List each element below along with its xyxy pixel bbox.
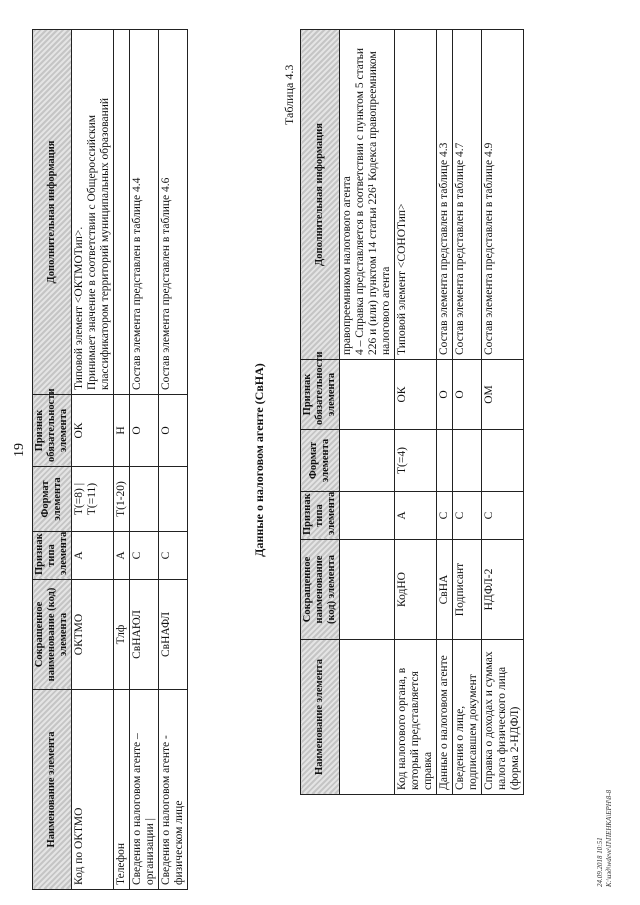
cell-code: КодНО (395, 540, 437, 640)
cell-format: Т(1-20) (114, 467, 130, 532)
cell-type: А (72, 532, 114, 580)
cell-required (340, 360, 395, 430)
col-header-info: Дополнительная информация (33, 30, 72, 395)
col-header-type: Признак типа элемента (301, 492, 340, 540)
elements-table-top (300, 29, 524, 795)
page-number: 19 (12, 443, 27, 457)
cell-type: С (482, 492, 524, 540)
cell-code: СвНА (437, 540, 453, 640)
cell-format (482, 430, 524, 492)
col-header-name: Наименование элемента (301, 640, 340, 795)
cell-required: ОМ (482, 360, 524, 430)
cell-name (340, 640, 395, 795)
cell-name: Сведения о налоговом агенте - физическом лице (159, 690, 188, 890)
cell-info: Типовой элемент <СОНОТип> (395, 30, 437, 360)
cell-code: СвНАЮЛ (130, 580, 159, 690)
table-row (437, 30, 453, 795)
col-header-code: Сокращенное наименование (код) элемента (33, 580, 72, 690)
cell-required: О (437, 360, 453, 430)
table-row (453, 30, 482, 795)
cell-type: А (114, 532, 130, 580)
col-header-format: Формат элемента (33, 467, 72, 532)
cell-required: О (130, 395, 159, 467)
table-row (114, 30, 130, 890)
info-line: правопреемником налогового агента (341, 176, 353, 355)
cell-info: Состав элемента представлен в таблице 4.9 (482, 30, 524, 360)
cell-name: Код по ОКТМО (72, 690, 114, 890)
footer-stamp (596, 790, 614, 887)
cell-format (130, 467, 159, 532)
cell-code: Тлф (114, 580, 130, 690)
cell-format: Т(=4) (395, 430, 437, 492)
cell-type (340, 492, 395, 540)
cell-required: ОК (395, 360, 437, 430)
cell-code: НДФЛ-2 (482, 540, 524, 640)
cell-type: С (453, 492, 482, 540)
col-header-format: Формат элемента (301, 430, 340, 492)
cell-info: Состав элемента представлен в таблице 4.4 (130, 30, 159, 395)
cell-code: Подписант (453, 540, 482, 640)
cell-info (340, 30, 395, 360)
footer-line: К:\изд\wdeve\П\ПЕНКА\EPH\8-8 (605, 789, 613, 887)
cell-type: С (159, 532, 188, 580)
cell-info (114, 30, 130, 395)
col-header-info: Дополнительная информация (301, 30, 340, 360)
cell-info: Состав элемента представлен в таблице 4.3 (437, 30, 453, 360)
cell-format: Т(=8) | Т(=11) (72, 467, 114, 532)
cell-required: О (159, 395, 188, 467)
cell-name: Телефон (114, 690, 130, 890)
footer-line: 24.09.2018 10:51 (596, 837, 604, 887)
cell-name: Справка о доходах и суммах налога физического лица (форма 2-НДФЛ) (482, 640, 524, 795)
table-row (72, 30, 114, 890)
cell-format (159, 467, 188, 532)
table-number-label: Таблица 4.3 (282, 64, 296, 125)
table-row (340, 30, 395, 795)
cell-code: ОКТМО (72, 580, 114, 690)
cell-info: Состав элемента представлен в таблице 4.6 (159, 30, 188, 395)
cell-name: Сведения о налоговом агенте – организации | (130, 690, 159, 890)
col-header-required: Признак обязательности элемента (33, 395, 72, 467)
table-row (482, 30, 524, 795)
table-row (159, 30, 188, 890)
col-header-required: Признак обязательности элемента (301, 360, 340, 430)
col-header-type: Признак типа элемента (33, 532, 72, 580)
col-header-code: Сокращенное наименование (код) элемента (301, 540, 340, 640)
table-header-row (33, 30, 72, 890)
cell-required: О (453, 360, 482, 430)
info-line: 4 – Справка представляется в соответствии с пунктом 5 статьи 226 и (или) пунктом 14 статьи 226¹ Кодекса правопреемником налогового агента (354, 48, 392, 355)
cell-type: С (130, 532, 159, 580)
table-row (395, 30, 437, 795)
col-header-name: Наименование элемента (33, 690, 72, 890)
info-line: Принимает значение в соответствии с Общероссийским классификатором территорий муниципальных образований (86, 97, 111, 390)
cell-code: СвНАФЛ (159, 580, 188, 690)
table-header-row (301, 30, 340, 795)
table-row (130, 30, 159, 890)
info-line: Типовой элемент <ОКТМОТип>. (73, 226, 85, 390)
cell-required: ОК (72, 395, 114, 467)
cell-code (340, 540, 395, 640)
cell-format (453, 430, 482, 492)
cell-info: Состав элемента представлен в таблице 4.7 (453, 30, 482, 360)
cell-type: С (437, 492, 453, 540)
cell-info (72, 30, 114, 395)
cell-name: Данные о налоговом агенте (437, 640, 453, 795)
cell-required: Н (114, 395, 130, 467)
cell-name: Сведения о лице, подписавшем документ (453, 640, 482, 795)
cell-name: Код налогового органа, в который представляется справка (395, 640, 437, 795)
elements-table-svna (32, 29, 188, 890)
cell-format (437, 430, 453, 492)
table-title: Данные о налоговом агенте (СвНА) (252, 363, 266, 557)
cell-format (340, 430, 395, 492)
cell-type: А (395, 492, 437, 540)
